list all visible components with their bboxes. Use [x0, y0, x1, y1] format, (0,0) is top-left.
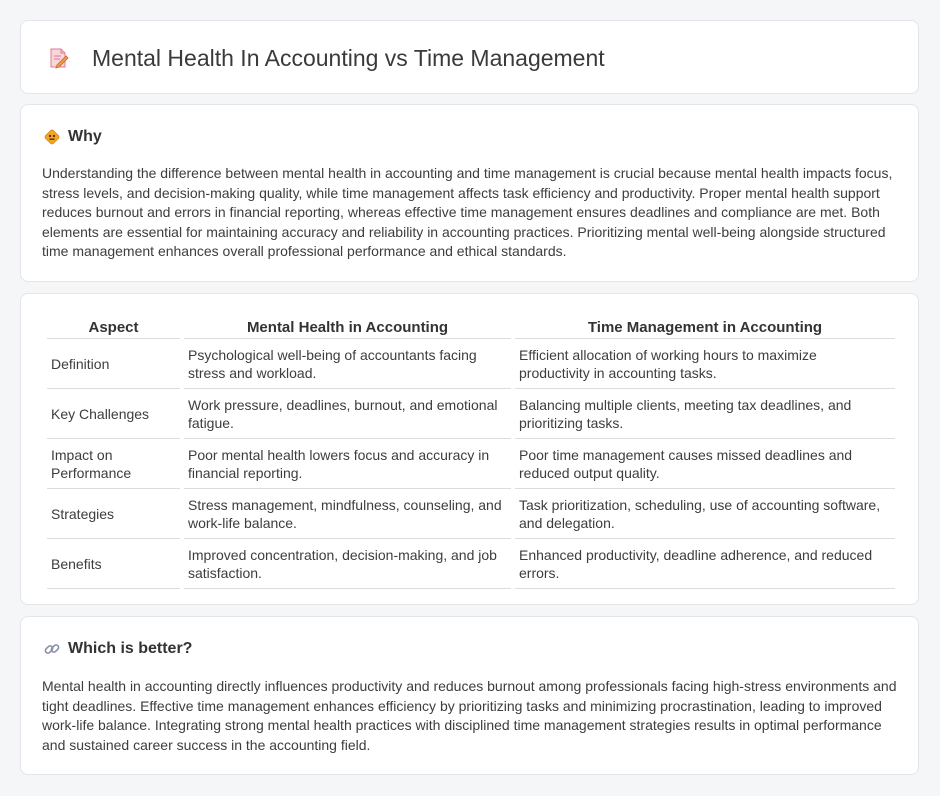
cell-aspect: Strategies [47, 489, 180, 539]
header-card [20, 20, 919, 94]
cell-mental-health: Improved concentration, decision-making, and job satisfaction. [184, 539, 511, 589]
table-row [47, 389, 895, 439]
column-header-aspect: Aspect [47, 315, 180, 339]
why-section [20, 104, 919, 282]
cell-mental-health: Work pressure, deadlines, burnout, and emotional fatigue. [184, 389, 511, 439]
better-heading [43, 638, 192, 660]
cell-aspect: Definition [47, 339, 180, 389]
table-row [47, 339, 895, 389]
cell-time-management: Task prioritization, scheduling, use of accounting software, and delegation. [515, 489, 895, 539]
better-text: Mental health in accounting directly influences productivity and reduces burnout among professionals facing high-stress environments and tight deadlines. Effective time management enhances efficiency by prioritizing tasks and minimizing procrastination, leading to improved work-life balance. Integrating strong mental health practices with disciplined time management strategies results in optimal performance and sustained career success in the accounting field. [42, 678, 897, 753]
why-title: Why [68, 128, 102, 145]
cell-mental-health: Poor mental health lowers focus and accuracy in financial reporting. [184, 439, 511, 489]
cell-time-management: Efficient allocation of working hours to maximize productivity in accounting tasks. [515, 339, 895, 389]
cell-aspect: Key Challenges [47, 389, 180, 439]
diamond-sign-icon [43, 128, 61, 146]
which-is-better-section [20, 616, 919, 775]
column-header-time-management: Time Management in Accounting [515, 315, 895, 339]
cell-time-management: Poor time management causes missed deadlines and reduced output quality. [515, 439, 895, 489]
comparison-table-card [20, 293, 919, 605]
cell-mental-health: Stress management, mindfulness, counseling, and work-life balance. [184, 489, 511, 539]
link-icon [43, 640, 61, 658]
table-row [47, 489, 895, 539]
why-text: Understanding the difference between mental health in accounting and time management is crucial because mental health impacts focus, stress levels, and decision-making quality, while time management affects task efficiency and productivity. Proper mental health support reduces burnout and errors in financial reporting, whereas effective time management ensures deadlines and compliance are met. Both elements are essential for maintaining accuracy and reliability in accounting practices. Prioritizing mental well-being alongside structured time management enhances overall professional performance and ethical standards. [42, 165, 893, 259]
cell-aspect: Impact on Performance [47, 439, 180, 489]
comparison-table [43, 315, 899, 589]
cell-time-management: Balancing multiple clients, meeting tax deadlines, and prioritizing tasks. [515, 389, 895, 439]
cell-time-management: Enhanced productivity, deadline adherence, and reduced errors. [515, 539, 895, 589]
column-header-mental-health: Mental Health in Accounting [184, 315, 511, 339]
page-title: Mental Health In Accounting vs Time Management [92, 45, 605, 71]
cell-mental-health: Psychological well-being of accountants facing stress and workload. [184, 339, 511, 389]
table-row [47, 539, 895, 589]
cell-aspect: Benefits [47, 539, 180, 589]
table-header-row [47, 315, 895, 339]
better-title: Which is better? [68, 640, 193, 657]
document-pencil-icon [48, 47, 70, 69]
why-heading [43, 126, 102, 148]
table-row [47, 439, 895, 489]
